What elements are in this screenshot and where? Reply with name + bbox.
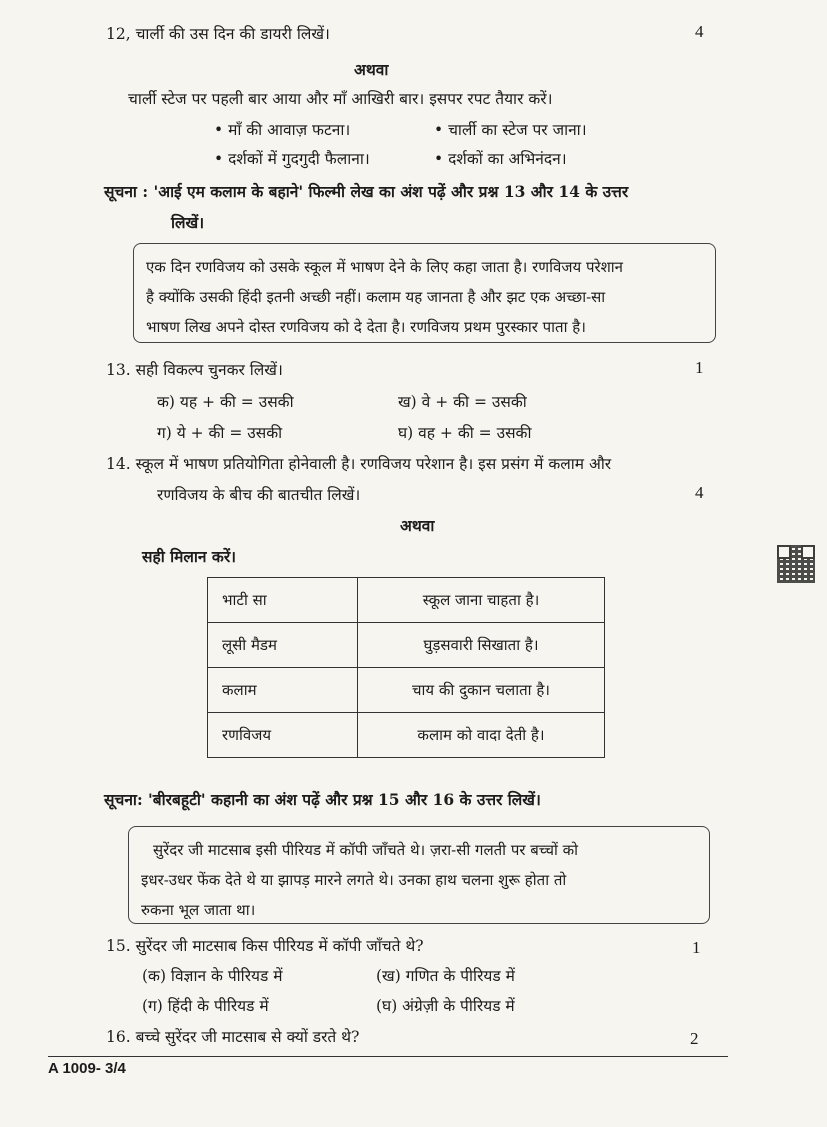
q15-option: (ग) हिंदी के पीरियड में [142,997,269,1015]
q13-marks: 1 [695,358,704,377]
passage-2-line: सुरेंदर जी माटसाब इसी पीरियड में कॉपी जाँचते थे। ज़रा-सी गलती पर बच्चों को [153,841,579,859]
q14-line2: रणविजय के बीच की बातचीत लिखें। [157,486,361,504]
match-right-cell: कलाम को वादा देती है। [358,713,605,758]
match-left-cell: लूसी मैडम [208,623,358,668]
q14-or: अथवा [400,516,435,535]
q15-option: (घ) अंग्रेज़ी के पीरियड में [376,997,515,1015]
footer-rule [48,1056,728,1057]
q12-point: • दर्शकों का अभिनंदन। [434,150,567,168]
passage-1-line: भाषण लिख अपने दोस्त रणविजय को दे देता है। रणविजय प्रथम पुरस्कार पाता है। [146,318,586,336]
table-row [208,623,605,668]
notice-1-line1: सूचना : 'आई एम कलाम के बहाने' फिल्मी लेख का अंश पढ़ें और प्रश्न 13 और 14 के उत्तर [104,182,629,201]
q13-option: क) यह + की = उसकी [157,393,294,411]
q12-point: • दर्शकों में गुदगुदी फैलाना। [214,150,370,168]
match-table [207,577,605,758]
q15-option: (ख) गणित के पीरियड में [376,967,515,985]
q14-line1: 14. स्कूल में भाषण प्रतियोगिता होनेवाली है। रणविजय परेशान है। इस प्रसंग में कलाम और [106,455,612,473]
q15-marks: 1 [692,938,701,957]
match-right-cell: स्कूल जाना चाहता है। [358,578,605,623]
passage-2-line: रुकना भूल जाता था। [141,901,256,919]
q12-text: 12, चार्ली की उस दिन की डायरी लिखें। [106,25,330,43]
q13-option: ग) ये + की = उसकी [157,424,283,442]
passage-2-box [128,826,710,924]
q12-marks: 4 [695,22,704,41]
notice-1-line2: लिखें। [171,213,205,232]
q12-or: अथवा [354,60,389,79]
q12-alt-text: चार्ली स्टेज पर पहली बार आया और माँ आखिरी बार। इसपर रपट तैयार करें। [128,90,553,108]
qr-code-icon [777,545,815,583]
q14-marks: 4 [695,483,704,502]
table-row [208,668,605,713]
q16-marks: 2 [690,1029,699,1048]
q13-text: 13. सही विकल्प चुनकर लिखें। [106,361,283,379]
q13-option: ख) वे + की = उसकी [398,393,527,411]
match-right-cell: घुड़सवारी सिखाता है। [358,623,605,668]
table-row [208,713,605,758]
q13-option: घ) वह + की = उसकी [398,424,532,442]
q15-option: (क) विज्ञान के पीरियड में [142,967,283,985]
match-title: सही मिलान करें। [142,547,237,566]
q12-point: • माँ की आवाज़ फटना। [214,121,351,139]
match-left-cell: रणविजय [208,713,358,758]
passage-2-line: इधर-उधर फेंक देते थे या झापड़ मारने लगते थे। उनका हाथ चलना शुरू होता तो [141,871,567,889]
q12-point: • चार्ली का स्टेज पर जाना। [434,121,587,139]
table-row [208,578,605,623]
match-left-cell: कलाम [208,668,358,713]
passage-1-line: है क्योंकि उसकी हिंदी इतनी अच्छी नहीं। कलाम यह जानता है और झट एक अच्छा-सा [146,288,606,306]
q16-text: 16. बच्चे सुरेंदर जी माटसाब से क्यों डरते थे? [106,1028,360,1046]
match-left-cell: भाटी सा [208,578,358,623]
notice-2: सूचना: 'बीरबहूटी' कहानी का अंश पढ़ें और प्रश्न 15 और 16 के उत्तर लिखें। [104,790,541,809]
q15-text: 15. सुरेंदर जी माटसाब किस पीरियड में कॉपी जाँचते थे? [106,937,424,955]
match-right-cell: चाय की दुकान चलाता है। [358,668,605,713]
passage-1-box [133,243,716,343]
page-footer: A 1009- 3/4 [48,1060,126,1077]
passage-1-line: एक दिन रणविजय को उसके स्कूल में भाषण देने के लिए कहा जाता है। रणविजय परेशान [146,258,624,276]
